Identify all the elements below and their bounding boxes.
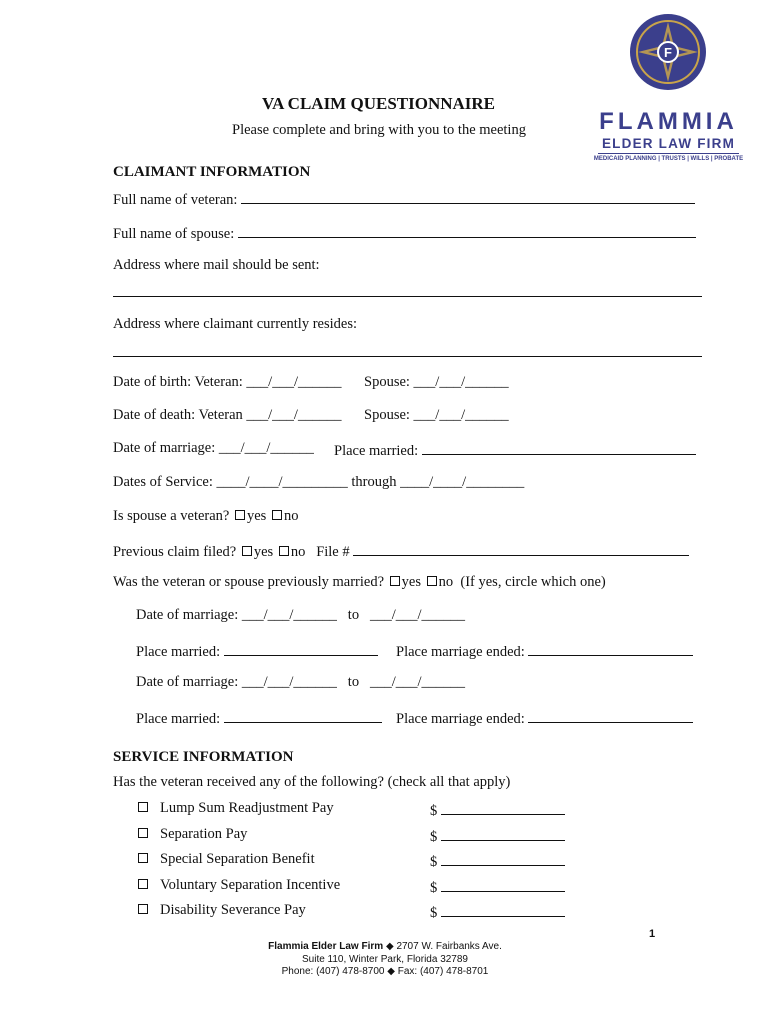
- prev-married-row: [113, 574, 606, 591]
- service-question: Has the veteran received any of the following? (check all that apply): [113, 774, 511, 790]
- veteran-name-label: Full name of veteran:: [113, 192, 238, 208]
- benefit-amount-row: [430, 877, 565, 897]
- logo-subtitle: ELDER LAW FIRM: [601, 136, 736, 151]
- prev-claim-yes-checkbox[interactable]: [242, 546, 252, 556]
- yes-label: yes: [253, 544, 274, 560]
- dod-spouse-field[interactable]: Spouse: ___/___/______: [364, 407, 509, 423]
- mail-address-label: Address where mail should be sent:: [113, 257, 320, 273]
- currency-symbol: $: [430, 854, 438, 870]
- mail-address-field[interactable]: [113, 296, 702, 297]
- benefit-amount-field[interactable]: [441, 851, 565, 866]
- dob-veteran-field[interactable]: Date of birth: Veteran: ___/___/______: [113, 374, 342, 390]
- currency-symbol: $: [430, 905, 438, 921]
- service-dates-field[interactable]: Dates of Service: ____/____/_________ through ____/____/________: [113, 474, 525, 490]
- prev-marriage-2-ended-row: [396, 708, 693, 728]
- prev-marriage-2-ended-label: Place marriage ended:: [396, 711, 525, 727]
- yes-label: yes: [246, 508, 267, 524]
- logo-tagline: MEDICAID PLANNING | TRUSTS | WILLS | PROBATE: [593, 156, 744, 162]
- no-label: no: [283, 508, 299, 524]
- prev-marriage-1-ended-label: Place marriage ended:: [396, 644, 525, 660]
- place-married-row: [334, 440, 696, 460]
- no-label: no: [290, 544, 306, 560]
- logo-name: FLAMMIA: [599, 108, 738, 135]
- benefit-amount-row: [430, 902, 565, 922]
- no-label: no: [438, 574, 454, 590]
- spouse-veteran-no-checkbox[interactable]: [272, 510, 282, 520]
- place-married-label: Place married:: [334, 443, 419, 459]
- benefit-checkbox[interactable]: [138, 904, 148, 914]
- emblem-letter: F: [664, 45, 672, 60]
- benefit-amount-field[interactable]: [441, 800, 565, 815]
- benefit-label: Disability Severance Pay: [160, 902, 306, 918]
- benefit-checkbox[interactable]: [138, 879, 148, 889]
- prev-marriage-2-place-label: Place married:: [136, 711, 221, 727]
- logo-divider: [598, 153, 739, 154]
- section-heading-service: SERVICE INFORMATION: [113, 749, 294, 765]
- benefit-label: Separation Pay: [160, 826, 248, 842]
- dod-veteran-field[interactable]: Date of death: Veteran ___/___/______: [113, 407, 342, 423]
- prev-marriage-2-place-row: [136, 708, 382, 728]
- benefit-checkbox[interactable]: [138, 828, 148, 838]
- spouse-veteran-yes-checkbox[interactable]: [235, 510, 245, 520]
- currency-symbol: $: [430, 880, 438, 896]
- benefit-amount-row: [430, 826, 565, 846]
- benefit-label: Voluntary Separation Incentive: [160, 877, 341, 893]
- prev-marriage-1-place-label: Place married:: [136, 644, 221, 660]
- file-number-field[interactable]: [353, 541, 689, 556]
- firm-logo: [586, 8, 751, 163]
- service-benefit-row: [136, 851, 315, 868]
- prev-marriage-2-date-field[interactable]: Date of marriage: ___/___/______ to ___/___/______: [136, 674, 466, 690]
- spouse-veteran-label: Is spouse a veteran?: [113, 508, 230, 524]
- footer-line-3: [0, 966, 770, 977]
- service-benefit-row: [136, 877, 340, 894]
- service-benefit-row: [136, 800, 334, 817]
- prev-marriage-1-ended-row: [396, 641, 693, 661]
- prev-claim-no-checkbox[interactable]: [279, 546, 289, 556]
- place-married-field[interactable]: [422, 440, 696, 455]
- footer-address-2: Suite 110, Winter Park, Florida 32789: [301, 954, 468, 965]
- page-number: 1: [649, 928, 656, 940]
- footer-phone: Phone: (407) 478-8700: [281, 966, 385, 977]
- yes-label: yes: [401, 574, 421, 590]
- spouse-name-label: Full name of spouse:: [113, 226, 235, 242]
- page-subtitle: Please complete and bring with you to the meeting: [232, 122, 526, 138]
- prev-married-no-checkbox[interactable]: [427, 576, 437, 586]
- page-title: VA CLAIM QUESTIONNAIRE: [262, 94, 496, 113]
- prev-marriage-1-place-row: [136, 641, 378, 661]
- veteran-name-field[interactable]: [241, 189, 695, 204]
- benefit-checkbox[interactable]: [138, 853, 148, 863]
- section-heading-claimant: CLAIMANT INFORMATION: [113, 164, 311, 180]
- benefit-checkbox[interactable]: [138, 802, 148, 812]
- prev-claim-label: Previous claim filed?: [113, 544, 237, 560]
- diamond-icon: ◆: [387, 966, 395, 977]
- footer-fax: Fax: (407) 478-8701: [397, 966, 489, 977]
- compass-emblem-icon: [628, 12, 708, 92]
- benefit-label: Special Separation Benefit: [160, 851, 315, 867]
- veteran-name-row: [113, 189, 695, 209]
- currency-symbol: $: [430, 829, 438, 845]
- reside-address-field[interactable]: [113, 356, 702, 357]
- prev-married-yes-checkbox[interactable]: [390, 576, 400, 586]
- diamond-icon: ◆: [385, 941, 394, 952]
- benefit-amount-field[interactable]: [441, 877, 565, 892]
- prev-marriage-1-place-field[interactable]: [224, 641, 378, 656]
- currency-symbol: $: [430, 803, 438, 819]
- prev-claim-row: [113, 541, 689, 561]
- service-benefit-row: [136, 826, 247, 843]
- spouse-name-row: [113, 223, 696, 243]
- marriage-date-field[interactable]: Date of marriage: ___/___/______: [113, 440, 314, 456]
- footer-address-1: 2707 W. Fairbanks Ave.: [396, 941, 502, 952]
- dob-spouse-field[interactable]: Spouse: ___/___/______: [364, 374, 509, 390]
- benefit-label: Lump Sum Readjustment Pay: [160, 800, 334, 816]
- spouse-veteran-row: [113, 508, 298, 525]
- benefit-amount-field[interactable]: [441, 902, 565, 917]
- reside-address-label: Address where claimant currently resides:: [113, 316, 357, 332]
- benefit-amount-field[interactable]: [441, 826, 565, 841]
- file-number-label: File #: [316, 544, 350, 560]
- prev-marriage-2-place-field[interactable]: [224, 708, 382, 723]
- benefit-amount-row: [430, 800, 565, 820]
- benefit-amount-row: [430, 851, 565, 871]
- prev-marriage-1-ended-field[interactable]: [528, 641, 693, 656]
- service-benefit-row: [136, 902, 306, 919]
- footer-line-1: [0, 941, 770, 952]
- footer-firm-name: Flammia Elder Law Firm: [268, 941, 384, 952]
- prev-marriage-1-date-field[interactable]: Date of marriage: ___/___/______ to ___/___/______: [136, 607, 466, 623]
- prev-marriage-2-ended-field[interactable]: [528, 708, 693, 723]
- prev-married-note: (If yes, circle which one): [460, 574, 606, 590]
- prev-married-label: Was the veteran or spouse previously married?: [113, 574, 385, 590]
- spouse-name-field[interactable]: [238, 223, 696, 238]
